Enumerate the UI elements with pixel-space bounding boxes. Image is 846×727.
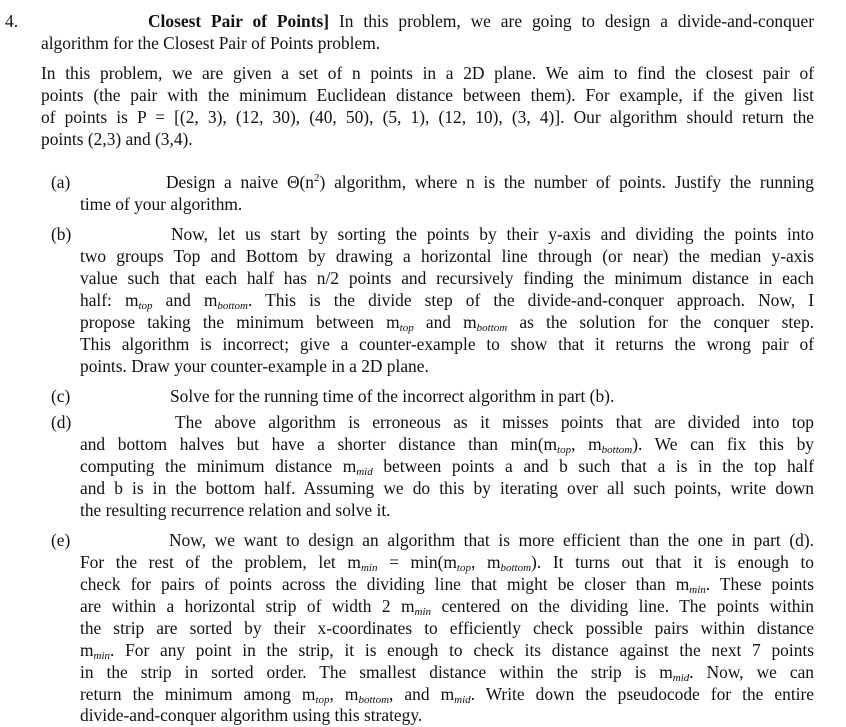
part-e-text: check for pairs of points across the dividing line that might be closer than m: [80, 574, 690, 594]
problem-intro: In this problem, we are going to design a divide-and-conquer: [329, 11, 814, 31]
part-e-line-7: [80, 661, 814, 683]
part-a-line-1: [166, 171, 814, 193]
part-b-text: as the solution for the conquer step.: [507, 312, 814, 332]
part-d-line-3: [80, 455, 814, 477]
part-d-text: computing the minimum distance m: [80, 456, 357, 476]
part-d-line-4: and b is in the bottom half. Assuming we do this by iterating over all such points, write down: [80, 478, 814, 498]
part-e-text: , m: [329, 684, 359, 704]
part-e-text: . These points: [705, 574, 814, 594]
part-a-line-2: time of your algorithm.: [80, 194, 243, 214]
subscript-mid: mid: [356, 466, 373, 478]
part-c-label: (c): [51, 386, 71, 406]
problem-intro-line-2: algorithm for the Closest Pair of Points problem.: [41, 33, 381, 53]
part-e-line-5: the strip are sorted by their x-coordinates to efficiently check possible pairs within distance: [80, 618, 814, 638]
part-d-text: and bottom halves but have a shorter distance than min(m: [80, 434, 558, 454]
part-b-label: (b): [51, 224, 72, 244]
subscript-top: top: [557, 444, 572, 456]
subscript-bottom: bottom: [476, 322, 508, 334]
part-e-text: . Now, we can: [689, 662, 814, 682]
subscript-bottom: bottom: [217, 300, 248, 312]
subscript-top: top: [399, 322, 414, 334]
part-e-line-2: [80, 551, 814, 573]
part-b-text: and m: [152, 290, 218, 310]
part-e-text: . Write down the pseudocode for the entire: [470, 684, 814, 704]
part-d-text: , m: [571, 434, 602, 454]
part-e-text: = min(m: [377, 552, 457, 572]
part-d-label: (d): [51, 412, 72, 432]
part-e-text: , and m: [389, 684, 455, 704]
part-b-line-4: [80, 289, 814, 311]
subscript-bottom: bottom: [500, 562, 532, 574]
subscript-mid: mid: [672, 672, 690, 684]
part-e-text: return the minimum among m: [80, 684, 316, 704]
subscript-top: top: [456, 562, 471, 574]
part-b-line-1: Now, let us start by sorting the points by their y-axis and dividing the points into: [171, 224, 814, 244]
part-e-text: centered on the dividing line. The points within: [431, 596, 814, 616]
subscript-min: min: [360, 562, 378, 574]
part-b-text: propose taking the minimum between m: [80, 312, 400, 332]
part-d-line-1: The above algorithm is erroneous as it misses points that are divided into top: [175, 412, 814, 432]
subscript-min: min: [414, 606, 432, 618]
part-e-text: ). It turns out that it is enough to: [531, 552, 814, 572]
part-e-line-6: [80, 639, 814, 661]
part-e-line-4: [80, 595, 814, 617]
statement-line-1: In this problem, we are given a set of n points in a 2D plane. We aim to find the closest pair of: [41, 63, 814, 83]
part-e-text: m: [80, 640, 94, 660]
part-d-line-5: the resulting recurrence relation and solve it.: [80, 500, 391, 520]
part-a-text-1: Design a naive Θ(n: [166, 172, 315, 192]
part-a-text-2: ) algorithm, where n is the number of points. Justify the running: [319, 172, 814, 192]
part-e-line-9: divide-and-conquer algorithm using this strategy.: [80, 705, 423, 725]
part-e-line-3: [80, 573, 814, 595]
part-b-line-3: value such that each half has n/2 points and recursively finding the minimum distance in each: [80, 268, 814, 288]
part-e-line-1: Now, we want to design an algorithm that is more efficient than the one in part (d).: [169, 530, 814, 550]
part-b-text: half: m: [80, 290, 139, 310]
part-e-text: For the rest of the problem, let m: [80, 552, 361, 572]
part-e-text: . For any point in the strip, it is enough to check its distance against the next 7 points: [110, 640, 814, 660]
part-e-text: are within a horizontal strip of width 2 m: [80, 596, 415, 616]
part-c-line-1: Solve for the running time of the incorrect algorithm in part (b).: [170, 386, 615, 406]
part-a-label: (a): [51, 172, 71, 192]
subscript-bottom: bottom: [601, 444, 633, 456]
part-d-text: ). We can fix this by: [632, 434, 814, 454]
problem-title-line: [148, 10, 814, 32]
problem-number: 4.: [5, 11, 19, 31]
part-d-text: between points a and b such that a is in the top half: [372, 456, 814, 476]
part-b-line-7: points. Draw your counter-example in a 2D plane.: [80, 356, 429, 376]
subscript-min: min: [93, 650, 111, 662]
statement-line-4: points (2,3) and (3,4).: [41, 129, 193, 149]
part-e-line-8: [80, 683, 814, 705]
part-e-label: (e): [51, 530, 71, 550]
problem-title: Closest Pair of Points]: [148, 11, 330, 31]
subscript-bottom: bottom: [358, 694, 390, 706]
subscript-min: min: [689, 584, 706, 596]
part-b-text: and m: [413, 312, 477, 332]
part-a-exponent: 2: [314, 172, 320, 184]
part-b-line-6: This algorithm is incorrect; give a counter-example to show that it returns the wrong pair of: [80, 334, 814, 354]
part-b-text: . This is the divide step of the divide-and-conquer approach. Now, I: [247, 290, 815, 310]
subscript-mid: mid: [454, 694, 471, 706]
part-e-text: in the strip in sorted order. The smallest distance within the strip is m: [80, 662, 673, 682]
part-b-line-2: two groups Top and Bottom by drawing a horizontal line through (or near) the median y-axis: [80, 246, 814, 266]
part-e-text: , m: [470, 552, 501, 572]
subscript-top: top: [315, 694, 330, 706]
statement-line-3: of points is P = [(2, 3), (12, 30), (40, 50), (5, 1), (12, 10), (3, 4)]. Our algorithm should return the: [41, 107, 814, 127]
part-d-line-2: [80, 433, 814, 455]
statement-line-2: points (the pair with the minimum Euclidean distance between them). For example, if the given list: [41, 85, 814, 105]
part-b-line-5: [80, 311, 814, 333]
subscript-top: top: [138, 300, 153, 312]
